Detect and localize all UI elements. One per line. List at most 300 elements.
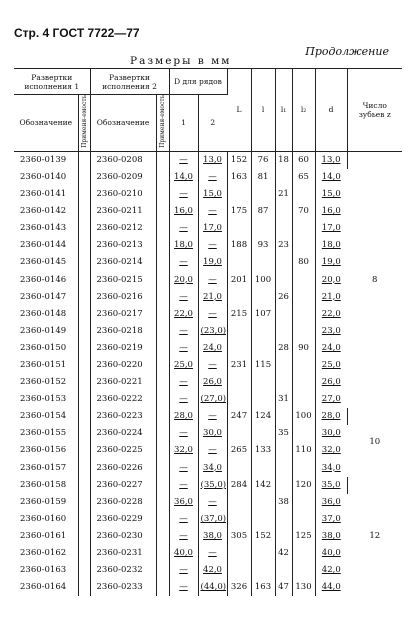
cell-l: 142 (251, 477, 275, 494)
continuation-label: Продолжение (305, 45, 389, 58)
cell-L (227, 289, 251, 306)
cell-d2: (37,0) (198, 511, 227, 528)
cell-d1: — (169, 323, 198, 340)
cell-c1: 2360-0150 (14, 340, 78, 357)
cell-d2: — (198, 237, 227, 254)
applicability-cell (78, 562, 90, 579)
cell-l: 76 (251, 151, 275, 169)
applicability-cell (156, 579, 169, 596)
cell-c2: 2360-0229 (90, 511, 156, 528)
cell-d2: — (198, 545, 227, 562)
applicability-cell (156, 477, 169, 494)
cell-d2: 15,0 (198, 186, 227, 203)
cell-c1: 2360-0156 (14, 442, 78, 459)
cell-d1: 40,0 (169, 545, 198, 562)
cell-l2 (292, 494, 315, 511)
cell-d1: — (169, 528, 198, 545)
cell-c1: 2360-0147 (14, 289, 78, 306)
cell-d1: — (169, 460, 198, 477)
applicability-cell (78, 306, 90, 323)
cell-l (251, 323, 275, 340)
cell-l1 (275, 408, 292, 425)
cell-l1 (275, 357, 292, 374)
cell-d2: — (198, 494, 227, 511)
cell-c1: 2360-0152 (14, 374, 78, 391)
teeth-count: 12 (369, 530, 381, 541)
cell-d2: 30,0 (198, 425, 227, 442)
cell-l (251, 289, 275, 306)
cell-l2 (292, 186, 315, 203)
applicability-cell (78, 323, 90, 340)
cell-d2: 42,0 (198, 562, 227, 579)
table-row (14, 562, 402, 579)
applicability-cell (156, 408, 169, 425)
cell-l: 115 (251, 357, 275, 374)
cell-c2: 2360-0216 (90, 289, 156, 306)
cell-l2: 60 (292, 151, 315, 169)
cell-d1: — (169, 562, 198, 579)
cell-d2: — (198, 306, 227, 323)
cell-l (251, 545, 275, 562)
applicability-cell (156, 289, 169, 306)
cell-d1: 14,0 (169, 169, 198, 186)
cell-L: 305 (227, 528, 251, 545)
cell-c2: 2360-0208 (90, 151, 156, 169)
cell-d2: — (198, 408, 227, 425)
dimensions-table (14, 68, 402, 596)
cell-l (251, 460, 275, 477)
table-row (14, 408, 402, 425)
cell-d: 26,0 (321, 377, 341, 388)
cell-d2: 26,0 (198, 374, 227, 391)
cell-L: 231 (227, 357, 251, 374)
applicability-cell (156, 306, 169, 323)
cell-d: 14,0 (321, 171, 341, 182)
cell-d1: — (169, 254, 198, 271)
cell-c1: 2360-0160 (14, 511, 78, 528)
cell-d2: 21,0 (198, 289, 227, 306)
cell-d1: — (169, 220, 198, 237)
cell-l (251, 186, 275, 203)
cell-l (251, 254, 275, 271)
cell-d2: 13,0 (198, 151, 227, 169)
cell-d: 28,0 (315, 408, 347, 425)
cell-l (251, 425, 275, 442)
cell-l: 87 (251, 203, 275, 220)
applicability-cell (156, 169, 169, 186)
cell-d: 17,0 (321, 223, 341, 234)
cell-L: 326 (227, 579, 251, 596)
cell-d: 20,0 (321, 274, 341, 285)
applicability-cell (78, 357, 90, 374)
cell-d2: (35,0) (198, 477, 227, 494)
cell-l: 124 (251, 408, 275, 425)
table-row (14, 289, 402, 306)
cell-c2: 2360-0217 (90, 306, 156, 323)
cell-l2 (292, 289, 315, 306)
cell-l2: 125 (292, 528, 315, 545)
cell-l2 (292, 391, 315, 408)
cell-d1: 28,0 (169, 408, 198, 425)
cell-c1: 2360-0141 (14, 186, 78, 203)
table-row (14, 477, 402, 494)
applicability-cell (156, 374, 169, 391)
cell-c1: 2360-0161 (14, 528, 78, 545)
applicability-cell (78, 408, 90, 425)
cell-L (227, 460, 251, 477)
applicability-header-2: Применя-емость (156, 95, 169, 152)
applicability-header-1: Применя-емость (78, 95, 90, 152)
cell-L (227, 511, 251, 528)
cell-d: 22,0 (321, 308, 341, 319)
cell-l2 (292, 374, 315, 391)
cell-l (251, 494, 275, 511)
cell-c2: 2360-0222 (90, 391, 156, 408)
applicability-cell (78, 460, 90, 477)
cell-d: 35,0 (315, 477, 347, 494)
cell-l1: 47 (275, 579, 292, 596)
cell-l1 (275, 169, 292, 186)
cell-l1 (275, 254, 292, 271)
table-body (14, 151, 402, 596)
row1-header: 1 (169, 95, 198, 152)
applicability-cell (78, 545, 90, 562)
cell-d: 42,0 (321, 565, 341, 576)
cell-d: 16,0 (321, 206, 341, 217)
table-row (14, 442, 402, 459)
cell-l1: 23 (275, 237, 292, 254)
applicability-cell (156, 511, 169, 528)
applicability-cell (78, 220, 90, 237)
cell-d: 40,0 (321, 548, 341, 559)
l2-header: l₂ (292, 69, 315, 152)
cell-d1: — (169, 391, 198, 408)
cell-l (251, 511, 275, 528)
cell-c2: 2360-0224 (90, 425, 156, 442)
table-row (14, 391, 402, 408)
applicability-cell (78, 528, 90, 545)
cell-l: 100 (251, 272, 275, 289)
table-row (14, 425, 402, 442)
cell-d1: — (169, 151, 198, 169)
cell-l2: 130 (292, 579, 315, 596)
cell-d1: — (169, 374, 198, 391)
cell-l1 (275, 528, 292, 545)
designation-header-2: Обозначение (90, 95, 156, 152)
page-header: Стр. 4 ГОСТ 7722—77 (14, 26, 140, 40)
cell-d1: — (169, 289, 198, 306)
cell-L: 152 (227, 151, 251, 169)
d-header: d (315, 69, 347, 152)
cell-l (251, 220, 275, 237)
applicability-cell (156, 272, 169, 289)
cell-c2: 2360-0218 (90, 323, 156, 340)
applicability-cell (156, 186, 169, 203)
cell-c1: 2360-0139 (14, 151, 78, 169)
cell-c2: 2360-0212 (90, 220, 156, 237)
cell-d2: — (198, 442, 227, 459)
cell-l1 (275, 442, 292, 459)
cell-l2: 80 (292, 254, 315, 271)
applicability-cell (78, 203, 90, 220)
cell-l1 (275, 203, 292, 220)
cell-d1: 36,0 (169, 494, 198, 511)
cell-L: 265 (227, 442, 251, 459)
table-row (14, 579, 402, 596)
cell-d: 32,0 (321, 445, 341, 456)
cell-c2: 2360-0233 (90, 579, 156, 596)
cell-c2: 2360-0213 (90, 237, 156, 254)
cell-L: 188 (227, 237, 251, 254)
applicability-cell (78, 425, 90, 442)
cell-l1 (275, 220, 292, 237)
cell-c1: 2360-0164 (14, 579, 78, 596)
cell-c2: 2360-0221 (90, 374, 156, 391)
applicability-cell (156, 203, 169, 220)
cell-l2 (292, 460, 315, 477)
cell-l1 (275, 460, 292, 477)
cell-d1: 16,0 (169, 203, 198, 220)
cell-l1 (275, 477, 292, 494)
cell-c2: 2360-0225 (90, 442, 156, 459)
cell-c1: 2360-0162 (14, 545, 78, 562)
table-row (14, 357, 402, 374)
cell-L: 247 (227, 408, 251, 425)
cell-L (227, 254, 251, 271)
table-row (14, 169, 402, 186)
cell-d2: — (198, 203, 227, 220)
cell-d2: — (198, 272, 227, 289)
applicability-cell (156, 254, 169, 271)
cell-L (227, 562, 251, 579)
cell-c1: 2360-0143 (14, 220, 78, 237)
cell-c2: 2360-0230 (90, 528, 156, 545)
cell-c1: 2360-0145 (14, 254, 78, 271)
cell-d1: — (169, 186, 198, 203)
cell-l2 (292, 272, 315, 289)
cell-c1: 2360-0155 (14, 425, 78, 442)
table-row (14, 528, 402, 545)
applicability-cell (156, 323, 169, 340)
table-row (14, 323, 402, 340)
applicability-cell (156, 545, 169, 562)
cell-l2: 70 (292, 203, 315, 220)
table-row (14, 511, 402, 528)
applicability-cell (78, 237, 90, 254)
cell-L (227, 494, 251, 511)
applicability-cell (78, 442, 90, 459)
cell-c1: 2360-0157 (14, 460, 78, 477)
cell-d: 15,0 (321, 189, 341, 200)
cell-L (227, 186, 251, 203)
cell-d2: 24,0 (198, 340, 227, 357)
applicability-cell (156, 340, 169, 357)
applicability-cell (78, 254, 90, 271)
group2-header: Развертки исполнения 2 (90, 69, 169, 95)
cell-d1: — (169, 579, 198, 596)
cell-l1: 26 (275, 289, 292, 306)
teeth-header: Число зубьев z (347, 69, 402, 152)
l-header: l (251, 69, 275, 152)
cell-l1: 21 (275, 186, 292, 203)
applicability-cell (78, 494, 90, 511)
cell-l: 81 (251, 169, 275, 186)
cell-L: 175 (227, 203, 251, 220)
cell-d2: (44,0) (198, 579, 227, 596)
cell-c2: 2360-0210 (90, 186, 156, 203)
applicability-cell (156, 151, 169, 169)
cell-d: 13,0 (315, 151, 347, 169)
cell-l1: 28 (275, 340, 292, 357)
applicability-cell (156, 391, 169, 408)
applicability-cell (78, 579, 90, 596)
cell-d2: — (198, 357, 227, 374)
cell-d1: — (169, 511, 198, 528)
cell-c2: 2360-0220 (90, 357, 156, 374)
cell-d: 44,0 (321, 582, 341, 593)
cell-c1: 2360-0149 (14, 323, 78, 340)
row2-header: 2 (198, 95, 227, 152)
applicability-cell (78, 186, 90, 203)
cell-d1: — (169, 340, 198, 357)
teeth-count: 10 (369, 436, 381, 447)
cell-L (227, 545, 251, 562)
cell-L: 284 (227, 477, 251, 494)
applicability-cell (156, 220, 169, 237)
cell-d1: 18,0 (169, 237, 198, 254)
table-row (14, 494, 402, 511)
applicability-cell (78, 477, 90, 494)
cell-c1: 2360-0142 (14, 203, 78, 220)
cell-d: 25,0 (321, 360, 341, 371)
cell-d: 18,0 (321, 240, 341, 251)
applicability-cell (78, 340, 90, 357)
cell-l2: 90 (292, 340, 315, 357)
applicability-cell (78, 511, 90, 528)
cell-d2: — (198, 169, 227, 186)
l1-header: l₁ (275, 69, 292, 152)
cell-L (227, 340, 251, 357)
cell-c1: 2360-0154 (14, 408, 78, 425)
applicability-cell (78, 272, 90, 289)
cell-d: 37,0 (321, 513, 341, 524)
applicability-cell (156, 494, 169, 511)
cell-L: 163 (227, 169, 251, 186)
cell-l1 (275, 272, 292, 289)
group1-header: Развертки исполнения 1 (14, 69, 90, 95)
cell-d2: (23,0) (198, 323, 227, 340)
cell-d: 27,0 (321, 394, 341, 405)
cell-l: 107 (251, 306, 275, 323)
applicability-cell (156, 442, 169, 459)
table-row (14, 306, 402, 323)
applicability-cell (156, 425, 169, 442)
cell-c2: 2360-0223 (90, 408, 156, 425)
cell-d: 30,0 (321, 428, 341, 439)
cell-d2: 19,0 (198, 254, 227, 271)
cell-d1: 32,0 (169, 442, 198, 459)
cell-l: 93 (251, 237, 275, 254)
cell-L (227, 374, 251, 391)
cell-L (227, 425, 251, 442)
dimensions-caption: Размеры в мм (130, 55, 232, 67)
cell-l1 (275, 374, 292, 391)
cell-l2 (292, 237, 315, 254)
table-row (14, 220, 402, 237)
table-row (14, 340, 402, 357)
table-row (14, 460, 402, 477)
cell-l2 (292, 545, 315, 562)
table-row (14, 272, 402, 289)
applicability-cell (78, 289, 90, 306)
cell-l2: 120 (292, 477, 315, 494)
cell-l2 (292, 357, 315, 374)
cell-c2: 2360-0211 (90, 203, 156, 220)
cell-l2 (292, 323, 315, 340)
d-rows-header: D для рядов (169, 69, 227, 95)
cell-l: 133 (251, 442, 275, 459)
cell-c2: 2360-0215 (90, 272, 156, 289)
cell-l1: 35 (275, 425, 292, 442)
cell-d: 19,0 (321, 257, 341, 268)
cell-c2: 2360-0219 (90, 340, 156, 357)
table-row (14, 254, 402, 271)
cell-c1: 2360-0148 (14, 306, 78, 323)
cell-L (227, 391, 251, 408)
cell-d2: 38,0 (198, 528, 227, 545)
cell-l1 (275, 323, 292, 340)
applicability-cell (156, 357, 169, 374)
cell-L (227, 220, 251, 237)
cell-d: 23,0 (321, 325, 341, 336)
applicability-cell (156, 237, 169, 254)
cell-d1: — (169, 425, 198, 442)
cell-l: 152 (251, 528, 275, 545)
cell-l1: 31 (275, 391, 292, 408)
cell-c2: 2360-0226 (90, 460, 156, 477)
cell-l2 (292, 220, 315, 237)
cell-c1: 2360-0140 (14, 169, 78, 186)
applicability-cell (78, 391, 90, 408)
applicability-cell (156, 562, 169, 579)
cell-d: 34,0 (321, 462, 341, 473)
cell-c1: 2360-0158 (14, 477, 78, 494)
cell-l1 (275, 511, 292, 528)
cell-d2: (27,0) (198, 391, 227, 408)
cell-d1: 22,0 (169, 306, 198, 323)
cell-l2: 65 (292, 169, 315, 186)
L-header: L (227, 69, 251, 152)
table-row (14, 151, 402, 169)
cell-l2 (292, 511, 315, 528)
cell-c1: 2360-0151 (14, 357, 78, 374)
cell-l (251, 562, 275, 579)
cell-L: 215 (227, 306, 251, 323)
cell-d2: 34,0 (198, 460, 227, 477)
cell-l (251, 391, 275, 408)
cell-c2: 2360-0227 (90, 477, 156, 494)
applicability-cell (78, 374, 90, 391)
cell-c1: 2360-0163 (14, 562, 78, 579)
table-row (14, 374, 402, 391)
table-row (14, 545, 402, 562)
teeth-count: 8 (372, 274, 378, 285)
cell-d2: 17,0 (198, 220, 227, 237)
cell-d: 36,0 (321, 496, 341, 507)
cell-l2 (292, 306, 315, 323)
cell-c2: 2360-0232 (90, 562, 156, 579)
cell-c1: 2360-0144 (14, 237, 78, 254)
